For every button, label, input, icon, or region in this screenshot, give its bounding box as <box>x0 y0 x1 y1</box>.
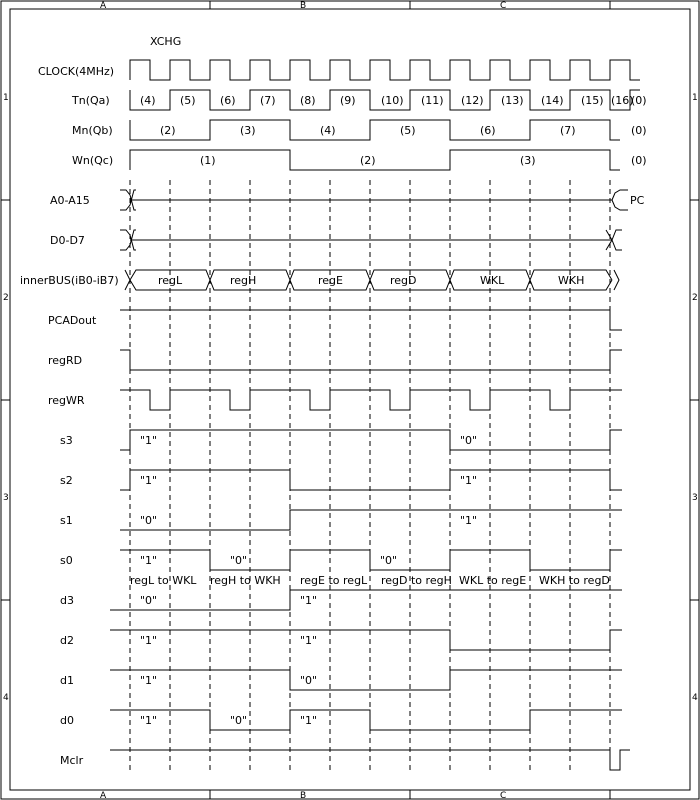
transfer-5: WKL to regE <box>459 574 527 587</box>
zone-col-a-top: A <box>100 1 107 11</box>
wave-s0 <box>120 550 622 570</box>
wn-state-1: (1) <box>200 154 216 167</box>
label-tn: Tn(Qa) <box>72 94 110 107</box>
transfer-2: regH to WKH <box>210 574 281 587</box>
label-wn: Wn(Qc) <box>72 154 114 167</box>
tn-state-12: (12) <box>461 94 484 107</box>
bus-value-rege: regE <box>318 274 343 287</box>
wn-state-0: (0) <box>631 154 647 167</box>
wave-clock <box>130 60 640 80</box>
s0-level-2: "0" <box>230 554 248 567</box>
tn-state-5: (5) <box>180 94 196 107</box>
label-innerbus: innerBUS(iB0-iB7) <box>20 274 119 287</box>
d0-level-3: "1" <box>300 714 318 727</box>
tn-state-7: (7) <box>260 94 276 107</box>
outer-frame <box>1 1 699 799</box>
label-regrd: regRD <box>48 354 83 367</box>
d3-level-2: "1" <box>300 594 318 607</box>
label-mclr: Mclr <box>60 754 84 767</box>
tn-state-11: (11) <box>421 94 444 107</box>
label-addr: A0-A15 <box>50 194 90 207</box>
tn-state-10: (10) <box>381 94 404 107</box>
label-pcadout: PCADout <box>48 314 97 327</box>
d1-level-1: "1" <box>140 674 158 687</box>
zone-row-1-right: 1 <box>692 93 698 103</box>
diagram-title: XCHG <box>150 35 182 48</box>
tn-state-13: (13) <box>501 94 524 107</box>
s0-level-3: "0" <box>380 554 398 567</box>
tn-state-0: (0) <box>631 94 647 107</box>
wave-regrd <box>120 350 622 370</box>
d0-level-1: "1" <box>140 714 158 727</box>
tn-state-6: (6) <box>220 94 236 107</box>
zone-row-2-right: 2 <box>692 293 698 303</box>
zone-col-c-bottom: C <box>500 791 507 800</box>
addr-after-value: PC <box>630 194 645 207</box>
mn-state-6: (6) <box>480 124 496 137</box>
zone-col-b-top: B <box>300 1 307 11</box>
label-clock: CLOCK(4MHz) <box>38 65 115 78</box>
d2-level-2: "1" <box>300 634 318 647</box>
bus-value-wkh: WKH <box>558 274 585 287</box>
wave-d2 <box>110 630 622 650</box>
s0-level-1: "1" <box>140 554 158 567</box>
wave-s1 <box>120 510 622 530</box>
wave-d3 <box>110 590 622 610</box>
label-s2: s2 <box>60 474 73 487</box>
zone-row-1-left: 1 <box>3 93 9 103</box>
d1-level-2: "0" <box>300 674 318 687</box>
mn-state-3: (3) <box>240 124 256 137</box>
label-d3: d3 <box>60 594 74 607</box>
bus-value-regd: regD <box>390 274 417 287</box>
label-d2: d2 <box>60 634 74 647</box>
wave-s3 <box>120 430 622 450</box>
mn-state-7: (7) <box>560 124 576 137</box>
label-s3: s3 <box>60 434 73 447</box>
bus-value-wkl: WKL <box>480 274 505 287</box>
tn-state-15: (15) <box>581 94 604 107</box>
label-regwr: regWR <box>48 394 85 407</box>
zone-col-b-bottom: B <box>300 791 307 800</box>
wave-regwr <box>120 390 622 410</box>
wave-pcadout <box>120 310 622 330</box>
mn-state-0: (0) <box>631 124 647 137</box>
wave-addr <box>120 190 628 210</box>
zone-col-a-bottom: A <box>100 791 107 800</box>
mn-state-4: (4) <box>320 124 336 137</box>
wave-s2 <box>120 470 622 490</box>
d2-level-1: "1" <box>140 634 158 647</box>
s2-level-1: "1" <box>140 474 158 487</box>
label-d0: d0 <box>60 714 74 727</box>
zone-row-2-left: 2 <box>3 293 9 303</box>
bus-value-regl: regL <box>158 274 183 287</box>
tn-state-8: (8) <box>300 94 316 107</box>
label-s0: s0 <box>60 554 73 567</box>
mn-state-2: (2) <box>160 124 176 137</box>
s1-level-2: "1" <box>460 514 478 527</box>
zone-row-3-left: 3 <box>3 493 9 503</box>
wave-mn <box>130 120 620 140</box>
wave-innerbus <box>125 270 619 290</box>
wave-d0 <box>110 710 622 730</box>
label-d1: d1 <box>60 674 74 687</box>
guide-lines <box>130 180 610 770</box>
zone-col-c-top: C <box>500 1 507 11</box>
wave-d1 <box>110 670 622 690</box>
label-s1: s1 <box>60 514 73 527</box>
s1-level-1: "0" <box>140 514 158 527</box>
frame-ticks <box>1 1 699 799</box>
tn-state-4: (4) <box>140 94 156 107</box>
transfer-6: WKH to regD <box>539 574 610 587</box>
d3-level-1: "0" <box>140 594 158 607</box>
label-mn: Mn(Qb) <box>72 124 113 137</box>
bus-value-regh: regH <box>230 274 257 287</box>
zone-row-4-right: 4 <box>692 693 698 703</box>
mn-state-5: (5) <box>400 124 416 137</box>
wave-data <box>120 230 622 250</box>
s3-level-2: "0" <box>460 434 478 447</box>
tn-state-14: (14) <box>541 94 564 107</box>
transfer-4: regD to regH <box>381 574 452 587</box>
d0-level-2: "0" <box>230 714 248 727</box>
zone-row-3-right: 3 <box>692 493 698 503</box>
s2-level-2: "1" <box>460 474 478 487</box>
tn-state-9: (9) <box>340 94 356 107</box>
wn-state-3: (3) <box>520 154 536 167</box>
transfer-1: regL to WKL <box>130 574 197 587</box>
transfer-3: regE to regL <box>300 574 368 587</box>
label-data: D0-D7 <box>50 234 85 247</box>
wn-state-2: (2) <box>360 154 376 167</box>
s3-level-1: "1" <box>140 434 158 447</box>
zone-row-4-left: 4 <box>3 693 9 703</box>
tn-state-16: (16) <box>611 94 634 107</box>
